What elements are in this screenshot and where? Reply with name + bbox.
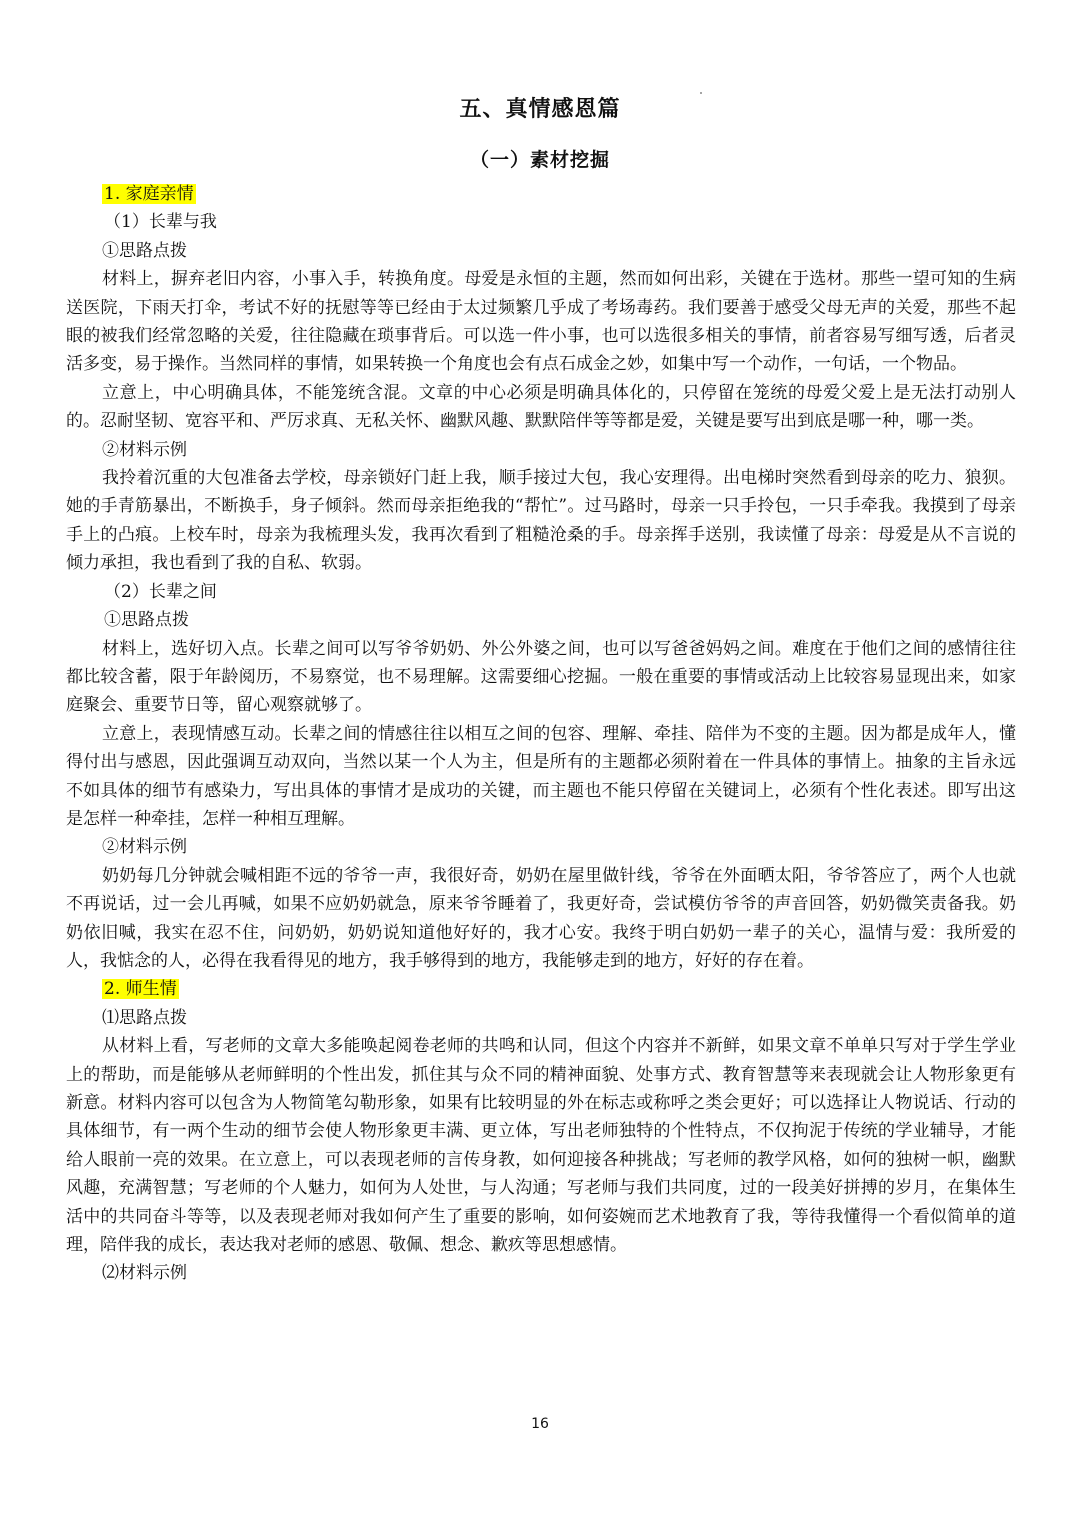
subsection-heading: （2）长辈之间 — [104, 581, 217, 602]
example-label: ②材料示例 — [102, 439, 187, 460]
paragraph: 立意上，表现情感互动。长辈之间的情感往往以相互之间的包容、理解、牵挂、陪伴为不变的主题。因为都是成年人，懂得付出与感恩，因此强调互动双向，当然以某一个人为主，但是所有的主题都必须附着在一件具体的事情上。抽象的主旨永远不如具体的细节有感染力，写出具体的事情才是成功的关键，而主题也不能只停留在关键词上，必须有个性化表述。即写出这是怎样一种牵挂，怎样一种相互理解。 — [66, 723, 1016, 829]
section-heading-family — [66, 180, 1016, 208]
page-title: 五、真情感恩篇 — [459, 97, 621, 122]
paragraph: 立意上，中心明确具体，不能笼统含混。文章的中心必须是明确具体化的，只停留在笼统的母爱父爱上是无法打动别人的。忍耐坚韧、宽容平和、严厉求真、无私关怀、幽默风趣、默默陪伴等等都是爱，关键是要写出到底是哪一种，哪一类。 — [66, 382, 1016, 432]
example-label: ②材料示例 — [102, 837, 187, 858]
example-label: ⑵材料示例 — [102, 1263, 187, 1284]
section-heading-teacher — [66, 975, 1016, 1003]
section-subtitle: （一）素材挖掘 — [469, 149, 610, 171]
guide-label: ①思路点拨 — [104, 610, 189, 631]
guide-label: ⑴思路点拨 — [102, 1007, 187, 1028]
paragraph: 从材料上看，写老师的文章大多能唤起阅卷老师的共鸣和认同，但这个内容并不新鲜，如果文章不单单只写对于学生学业上的帮助，而是能够从老师鲜明的个性出发，抓住其与众不同的精神面貌、处事方式、教育智慧等来表现就会让人物形象更有新意。材料内容可以包含为人物简笔勾勒形象，如果有比较明显的外在标志或称呼之类会更好；可以选择让人物说话、行动的具体细节，有一两个生动的细节会使人物形象更丰满、更立体，写出老师独特的个性特点，不仅拘泥于传统的学业辅导，才能给人眼前一亮的效果。在立意上，可以表现老师的言传身教，如何迎接各种挑战；写老师的教学风格，如何的独树一帜，幽默风趣，充满智慧；写老师的个人魅力，如何为人处世，与人沟通；写老师与我们共同度，过的一段美好拼搏的岁月，在集体生活中的共同奋斗等等，以及表现老师对我如何产生了重要的影响，如何姿婉而艺术地教育了我，等待我懂得一个看似简单的道理，陪伴我的成长，表达我对老师的感恩、敬佩、想念、歉疚等思想感情。 — [66, 1036, 1016, 1256]
highlighted-heading: 1. 家庭亲情 — [104, 184, 194, 204]
guide-label: ①思路点拨 — [102, 240, 187, 261]
document-body — [66, 180, 1016, 1288]
paragraph: 我拎着沉重的大包准备去学校，母亲锁好门赶上我，顺手接过大包，我心安理得。出电梯时突然看到母亲的吃力、狼狈。她的手青筋暴出，不断换手，身子倾斜。然而母亲拒绝我的“帮忙”。过马路时，母亲一只手拎包，一只手牵我。我摸到了母亲手上的凸痕。上校车时，母亲为我梳理头发，我再次看到了粗糙沧桑的手。母亲挥手送别，我读懂了母亲：母爱是从不言说的倾力承担，我也看到了我的自私、软弱。 — [66, 468, 1016, 574]
highlighted-heading: 2. 师生情 — [104, 979, 177, 1000]
subsection-heading: （1）长辈与我 — [104, 212, 217, 233]
paragraph: 材料上，选好切入点。长辈之间可以写爷爷奶奶、外公外婆之间，也可以写爸爸妈妈之间。难度在于他们之间的感情往往都比较含蓄，限于年龄阅历，不易察觉，也不易理解。这需要细心挖掘。一般在重要的事情或活动上比较容易显现出来，如家庭聚会、重要节日等，留心观察就够了。 — [66, 638, 1016, 716]
page-number: 16 — [531, 1416, 549, 1432]
paragraph: 奶奶每几分钟就会喊相距不远的爷爷一声，我很好奇，奶奶在屋里做针线，爷爷在外面晒太阳，爷爷答应了，两个人也就不再说话，过一会儿再喊，如果不应奶奶就急，原来爷爷睡着了，我更好奇，尝试模仿爷爷的声音回答，奶奶微笑责备我。奶奶依旧喊，我实在忍不住，问奶奶，奶奶说知道他好好的，我才心安。我终于明白奶奶一辈子的关心，温情与爱：我所爱的人，我惦念的人，必得在我看得见的地方，我手够得到的地方，我能够走到的地方，好好的存在着。 — [66, 865, 1016, 971]
paragraph: 材料上，摒弃老旧内容，小事入手，转换角度。母爱是永恒的主题，然而如何出彩，关键在于选材。那些一望可知的生病送医院，下雨天打伞，考试不好的抚慰等等已经由于太过频繁几乎成了考场毒药。我们要善于感受父母无声的关爱，那些不起眼的被我们经常忽略的关爱，往往隐藏在琐事背后。可以选一件小事，也可以选很多相关的事情，前者容易写细写透，后者灵活多变，易于操作。当然同样的事情，如果转换一个角度也会有点石成金之妙，如集中写一个动作，一句话，一个物品。 — [66, 269, 1016, 375]
